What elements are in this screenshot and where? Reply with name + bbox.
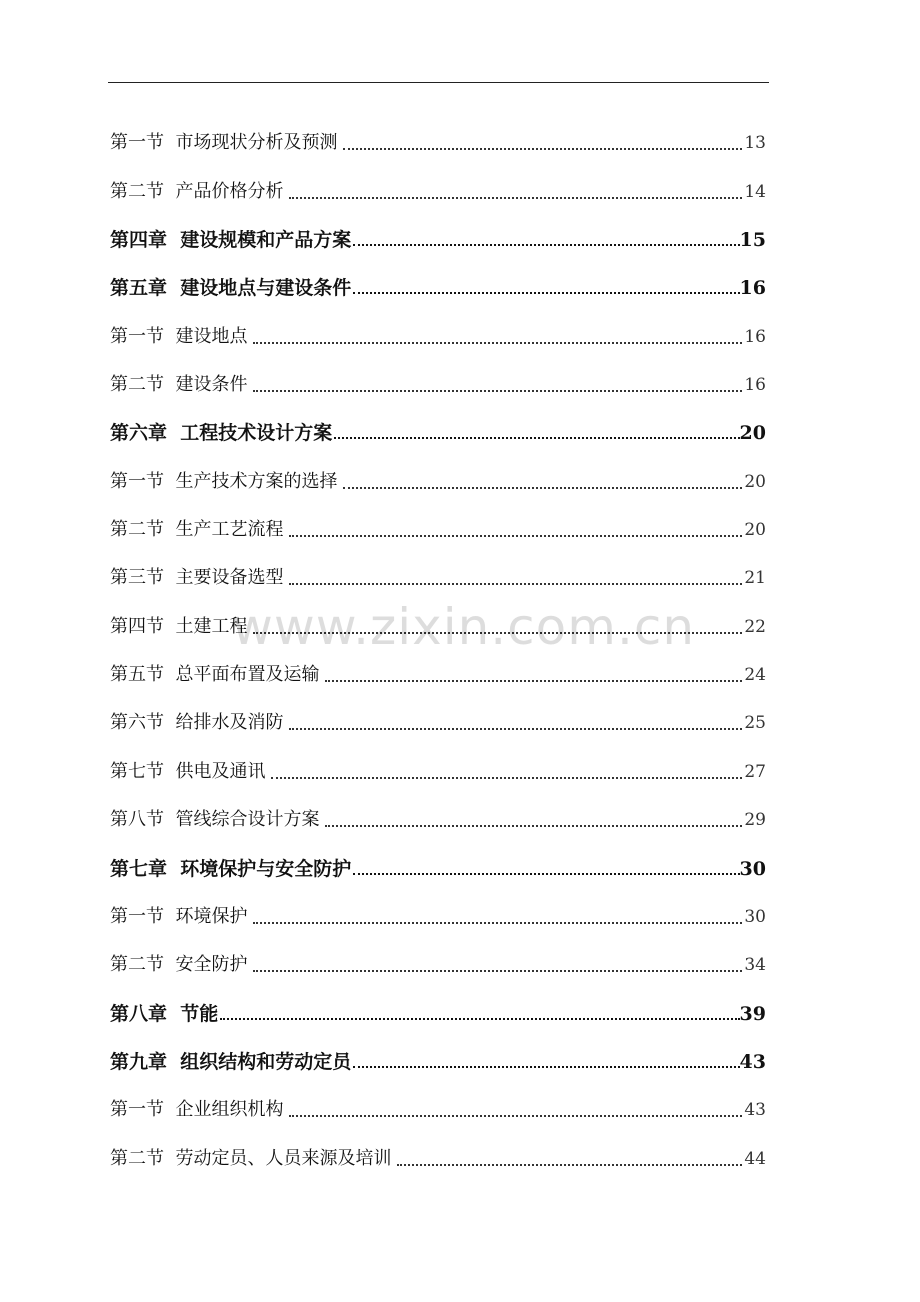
toc-section-entry[interactable] [110, 596, 766, 644]
toc-dot-leader [325, 675, 742, 682]
toc-entry-title: 第六章 工程技术设计方案 [110, 422, 333, 445]
toc-page-number: 30 [739, 857, 766, 880]
toc-dot-leader [353, 869, 739, 875]
toc-dot-leader [397, 1159, 742, 1166]
table-of-contents [110, 113, 766, 1177]
toc-section-entry[interactable] [110, 935, 766, 983]
toc-dot-leader [325, 820, 742, 827]
toc-page-number: 21 [744, 568, 766, 589]
toc-dot-leader [289, 723, 742, 730]
toc-entry-title: 第二节 生产工艺流程 [110, 519, 284, 541]
toc-entry-title: 第一节 市场现状分析及预测 [110, 132, 338, 154]
toc-dot-leader [353, 1062, 739, 1068]
toc-dot-leader [253, 337, 742, 344]
header-rule [108, 82, 769, 83]
toc-page-number: 14 [744, 181, 766, 202]
toc-page-number: 22 [744, 616, 766, 637]
toc-dot-leader [271, 772, 742, 779]
toc-entry-title: 第五章 建设地点与建设条件 [110, 277, 352, 300]
toc-dot-leader [289, 192, 742, 199]
toc-section-entry[interactable] [110, 355, 766, 403]
toc-dot-leader [289, 530, 742, 537]
toc-section-entry[interactable] [110, 113, 766, 161]
toc-entry-title: 第二节 产品价格分析 [110, 180, 284, 202]
toc-entry-title: 第四节 土建工程 [110, 615, 248, 637]
toc-dot-leader [353, 288, 739, 294]
toc-entry-title: 第二节 安全防护 [110, 954, 248, 976]
toc-entry-title: 第四章 建设规模和产品方案 [110, 229, 352, 252]
toc-entry-title: 第一节 生产技术方案的选择 [110, 470, 338, 492]
toc-dot-leader [343, 482, 742, 489]
toc-entry-title: 第二节 劳动定员、人员来源及培训 [110, 1147, 392, 1169]
toc-entry-title: 第一节 建设地点 [110, 325, 248, 347]
toc-page-number: 43 [739, 1050, 766, 1073]
toc-dot-leader [289, 1110, 742, 1117]
toc-chapter-entry[interactable] [110, 210, 766, 258]
toc-page-number: 25 [744, 713, 766, 734]
toc-page-number: 39 [739, 1002, 766, 1025]
toc-page-number: 13 [744, 133, 766, 154]
toc-section-entry[interactable] [110, 741, 766, 789]
toc-section-entry[interactable] [110, 548, 766, 596]
toc-page-number: 34 [744, 955, 766, 976]
toc-dot-leader [253, 627, 742, 634]
toc-page-number: 20 [739, 422, 766, 445]
toc-dot-leader [220, 1014, 739, 1020]
toc-dot-leader [334, 433, 739, 439]
toc-page-number: 20 [744, 520, 766, 541]
toc-entry-title: 第七节 供电及通讯 [110, 760, 266, 782]
toc-dot-leader [253, 385, 742, 392]
toc-chapter-entry[interactable] [110, 403, 766, 451]
toc-dot-leader [289, 578, 742, 585]
toc-chapter-entry[interactable] [110, 838, 766, 886]
toc-section-entry[interactable] [110, 1080, 766, 1128]
toc-dot-leader [253, 917, 742, 924]
toc-section-entry[interactable] [110, 1128, 766, 1176]
toc-entry-title: 第一节 企业组织机构 [110, 1099, 284, 1121]
toc-section-entry[interactable] [110, 451, 766, 499]
toc-page-number: 16 [744, 326, 766, 347]
toc-entry-title: 第八章 节能 [110, 1002, 219, 1025]
toc-entry-title: 第七章 环境保护与安全防护 [110, 857, 352, 880]
toc-section-entry[interactable] [110, 790, 766, 838]
toc-page-number: 44 [744, 1148, 766, 1169]
toc-entry-title: 第三节 主要设备选型 [110, 567, 284, 589]
toc-page-number: 30 [744, 906, 766, 927]
toc-page-number: 24 [744, 665, 766, 686]
toc-section-entry[interactable] [110, 887, 766, 935]
toc-chapter-entry[interactable] [110, 1032, 766, 1080]
toc-page-number: 15 [739, 229, 766, 252]
toc-entry-title: 第九章 组织结构和劳动定员 [110, 1050, 352, 1073]
toc-entry-title: 第二节 建设条件 [110, 374, 248, 396]
toc-entry-title: 第一节 环境保护 [110, 905, 248, 927]
toc-page-number: 43 [744, 1100, 766, 1121]
toc-entry-title: 第八节 管线综合设计方案 [110, 809, 320, 831]
toc-page-number: 20 [744, 471, 766, 492]
watermark: www.zixin.com.cn [232, 598, 696, 656]
toc-section-entry[interactable] [110, 693, 766, 741]
toc-page-number: 27 [744, 761, 766, 782]
toc-dot-leader [353, 240, 739, 246]
toc-dot-leader [343, 143, 742, 150]
toc-entry-title: 第六节 给排水及消防 [110, 712, 284, 734]
toc-page-number: 29 [744, 810, 766, 831]
toc-chapter-entry[interactable] [110, 258, 766, 306]
toc-page-number: 16 [739, 277, 766, 300]
toc-section-entry[interactable] [110, 645, 766, 693]
toc-section-entry[interactable] [110, 500, 766, 548]
toc-dot-leader [253, 965, 742, 972]
toc-entry-title: 第五节 总平面布置及运输 [110, 664, 320, 686]
toc-section-entry[interactable] [110, 161, 766, 209]
toc-section-entry[interactable] [110, 306, 766, 354]
toc-page-number: 16 [744, 375, 766, 396]
toc-chapter-entry[interactable] [110, 983, 766, 1031]
